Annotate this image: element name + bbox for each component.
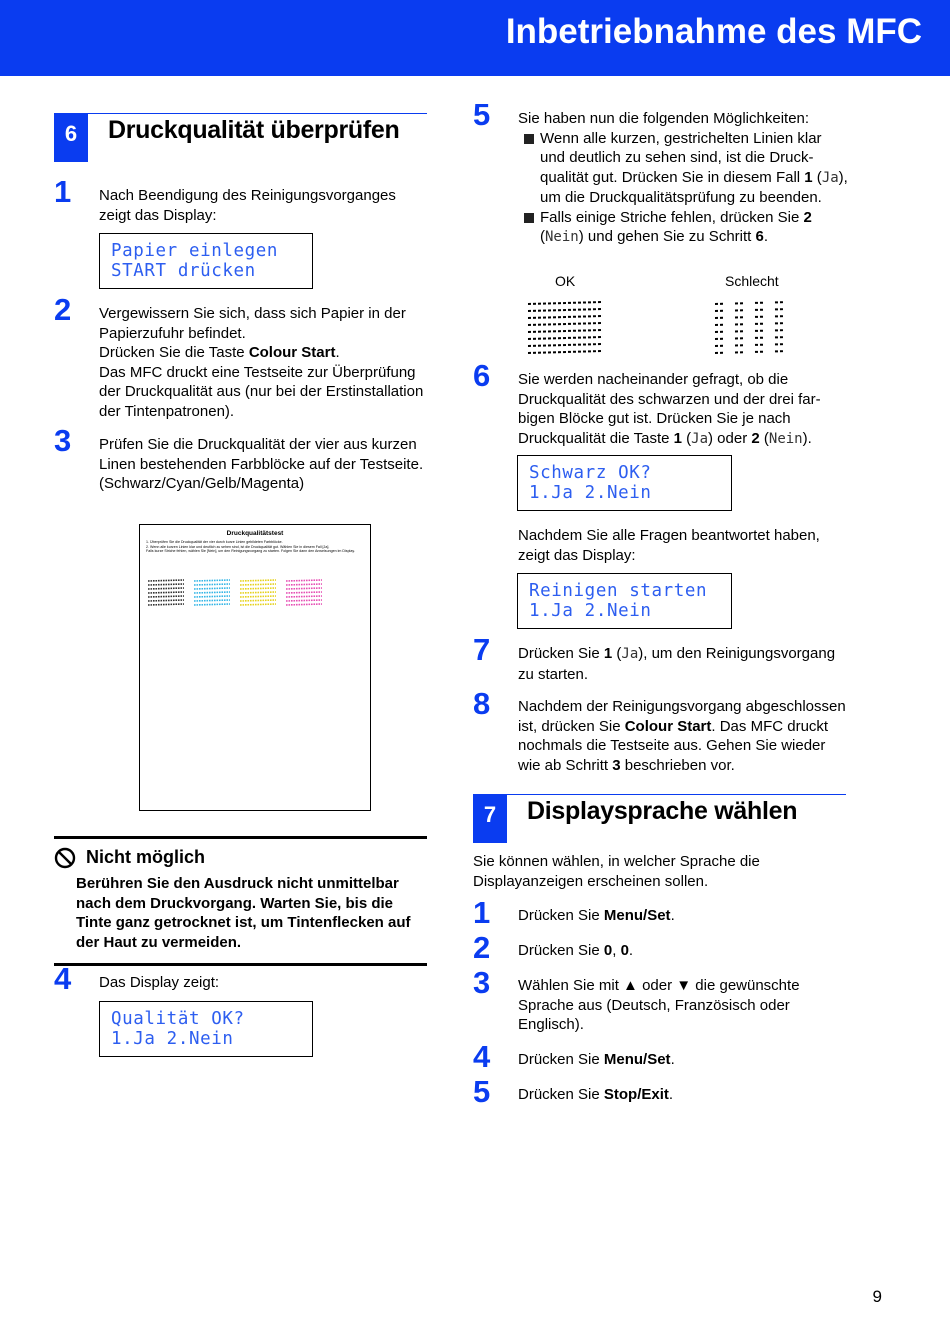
step-1-number: 1 <box>54 174 72 209</box>
lcd-line-1: Reinigen starten <box>529 581 708 601</box>
dash-line <box>528 344 603 346</box>
lcd-line-2: 1.Ja 2.Nein <box>111 1029 234 1049</box>
section-6-title: Druckqualität überprüfen <box>108 116 400 144</box>
dash-line <box>148 588 184 589</box>
header-title: Inbetriebnahme des MFC <box>505 12 922 51</box>
caution-title: Nicht möglich <box>86 847 206 867</box>
dash-line <box>240 588 276 589</box>
s7-step-4-text: Drücken Sie Menu/Set. <box>518 1051 675 1068</box>
dash-line <box>194 592 230 593</box>
dash-line <box>286 580 322 581</box>
step-2-text: Vergewissern Sie sich, dass sich Papier in der Papierzufuhr befindet. Drücken Sie die Taste Colour Start. Das MFC druckt eine Testseite zur Überprüfung der Druckqualität aus (nur bei der Erstinstallation der Tintenpatronen). <box>99 305 424 420</box>
color-blocks <box>140 575 370 615</box>
dash-line <box>240 584 276 585</box>
dash-line <box>148 592 184 593</box>
bad-label: Schlecht <box>725 273 779 289</box>
color-block <box>148 580 184 605</box>
section-7-heading <box>473 794 846 843</box>
dash-line <box>528 330 603 332</box>
s7-step-5-number: 5 <box>473 1074 491 1109</box>
s7-step-1-text: Drücken Sie Menu/Set. <box>518 907 675 924</box>
dash-line <box>148 584 184 585</box>
ok-label: OK <box>555 273 576 289</box>
dash-line <box>715 316 790 318</box>
test-sheet-illustration <box>139 524 371 811</box>
section-7-title: Displaysprache wählen <box>527 797 798 825</box>
lcd-line-2: 1.Ja 2.Nein <box>529 483 652 503</box>
dash-line <box>148 596 184 597</box>
caution-box <box>54 836 427 966</box>
dash-line <box>715 302 790 304</box>
dash-line <box>286 588 322 589</box>
ok-pattern <box>527 301 607 359</box>
down-arrow-icon: ▼ <box>676 977 692 994</box>
page-number: 9 <box>872 1287 882 1306</box>
dash-line <box>715 344 790 346</box>
step-5-text: Sie haben nun die folgenden Möglichkeiten: Wenn alle kurzen, gestrichelten Linien klar und deutlich zu sehen sind, ist die Druckqualität gut. Drücken Sie in diesem Fall 1 (Ja), um die Druckqualitätsprüfung zu beenden. Falls einige Striche fehlen, drücken Sie 2 (Nein) und gehen Sie zu Schritt 6. <box>518 109 848 248</box>
step-8-text: Nachdem der Reinigungsvorgang abgeschlossen ist, drücken Sie Colour Start. Das MFC druckt nochmals die Testseite aus. Gehen Sie wieder wie ab Schritt 3 beschrieben vor. <box>518 698 846 774</box>
bad-pattern <box>714 301 794 359</box>
dash-line <box>528 337 603 339</box>
dash-line <box>240 596 276 597</box>
color-block <box>240 580 276 605</box>
prohibited-icon <box>54 847 76 869</box>
dash-line <box>528 309 603 311</box>
dash-line <box>194 588 230 589</box>
step-3-text: Prüfen Sie die Druckqualität der vier aus kurzen Linen bestehenden Farbblöcke auf der Testseite. (Schwarz/Cyan/Gelb/Magenta) <box>99 436 424 492</box>
step-6-after-text: Nachdem Sie alle Fragen beantwortet haben, zeigt das Display: <box>518 527 820 564</box>
dash-line <box>148 604 184 605</box>
dash-line <box>194 580 230 581</box>
dash-line <box>194 596 230 597</box>
step-3-number: 3 <box>54 423 72 458</box>
lcd-display-step4 <box>99 1001 313 1057</box>
dash-line <box>715 330 790 332</box>
color-block <box>194 580 230 605</box>
dash-line <box>240 600 276 601</box>
s7-step-2-text: Drücken Sie 0, 0. <box>518 942 634 959</box>
s7-step-3-number: 3 <box>473 965 491 1000</box>
dash-line <box>240 592 276 593</box>
page-header <box>0 0 950 76</box>
dash-line <box>286 584 322 585</box>
lcd-line-1: Papier einlegen <box>111 241 279 261</box>
section-7-intro: Sie können wählen, in welcher Sprache die Displayanzeigen erscheinen sollen. <box>473 853 760 890</box>
dash-line <box>240 580 276 581</box>
dash-line <box>286 596 322 597</box>
lcd-line-1: Qualität OK? <box>111 1009 245 1029</box>
dash-line <box>240 604 276 605</box>
step-8-number: 8 <box>473 686 491 721</box>
lcd-line-1: Schwarz OK? <box>529 463 652 483</box>
s7-step-2-number: 2 <box>473 930 491 965</box>
lcd-display-step6b <box>517 573 732 629</box>
dash-line <box>528 323 603 325</box>
step-7-number: 7 <box>473 632 491 667</box>
dash-line <box>715 323 790 325</box>
step-2-number: 2 <box>54 292 72 327</box>
s7-step-1-number: 1 <box>473 895 491 930</box>
dash-line <box>194 584 230 585</box>
lcd-display-step1 <box>99 233 313 289</box>
step-4-text: Das Display zeigt: <box>99 974 220 991</box>
s7-step-5-text: Drücken Sie Stop/Exit. <box>518 1086 674 1103</box>
up-arrow-icon: ▲ <box>623 977 638 994</box>
dash-line <box>148 580 184 581</box>
dash-line <box>528 302 603 304</box>
dash-line <box>715 351 790 353</box>
step-5-number: 5 <box>473 97 491 132</box>
section-7-number: 7 <box>473 795 507 843</box>
s7-step-3-text: Wählen Sie mit ▲ oder ▼ die gewünschte Sprache aus (Deutsch, Französisch oder Englisch). <box>518 977 800 1033</box>
lcd-line-2: 1.Ja 2.Nein <box>529 601 652 621</box>
dash-line <box>715 309 790 311</box>
color-block <box>286 580 322 605</box>
dash-line <box>715 337 790 339</box>
dash-line <box>286 592 322 593</box>
test-sheet-title: Druckqualitätstest <box>226 530 284 537</box>
dash-line <box>528 316 603 318</box>
option-good-quality: Wenn alle kurzen, gestrichelten Linien klar und deutlich zu sehen sind, ist die Druckqualität gut. Drücken Sie in diesem Fall 1 (Ja), um die Druckqualitätsprüfung zu beenden. <box>518 129 848 208</box>
step-1-text: Nach Beendigung des Reinigungsvorganges zeigt das Display: <box>99 187 396 224</box>
section-6-heading <box>54 113 427 162</box>
dash-line <box>148 600 184 601</box>
lcd-display-step6a <box>517 455 732 511</box>
dash-line <box>286 600 322 601</box>
dash-line <box>194 604 230 605</box>
option-bad-quality: Falls einige Striche fehlen, drücken Sie 2 (Nein) und gehen Sie zu Schritt 6. <box>518 208 848 248</box>
step-7-text: Drücken Sie 1 (Ja), um den Reinigungsvorgang zu starten. <box>518 645 836 683</box>
lcd-line-2: START drücken <box>111 261 256 281</box>
caution-text: Berühren Sie den Ausdruck nicht unmittelbar nach dem Druckvorgang. Warten Sie, bis die Tinte ganz getrocknet ist, um Tintenflecken auf der Haut zu vermeiden. <box>76 875 411 951</box>
dash-line <box>194 600 230 601</box>
dash-line <box>286 604 322 605</box>
section-6-number: 6 <box>54 114 88 162</box>
dash-line <box>528 351 603 353</box>
step-6-text: Sie werden nacheinander gefragt, ob die Druckqualität des schwarzen und der drei farbigen Blöcke gut ist. Drücken Sie je nach Druckqualität die Taste 1 (Ja) oder 2 (Nein). <box>518 371 821 447</box>
step-6-number: 6 <box>473 358 491 393</box>
test-sheet-instructions: 1. Überprüfen Sie die Druckqualität der vier durch kurze Linien gebildeten Farbblöcke. 2. Wenn alle kurzen Linien klar und deutlich zu sehen sind, ist die Druckqualität gut. Wählen Sie in diesem Fall [Ja]. Falls kurze Striche fehlen, wählen Sie [Nein], um den Reinigungsvorgang zu starten. Folgen Sie dann den Anweisungen im Display. <box>146 540 355 554</box>
step-4-number: 4 <box>54 961 72 996</box>
s7-step-4-number: 4 <box>473 1039 491 1074</box>
